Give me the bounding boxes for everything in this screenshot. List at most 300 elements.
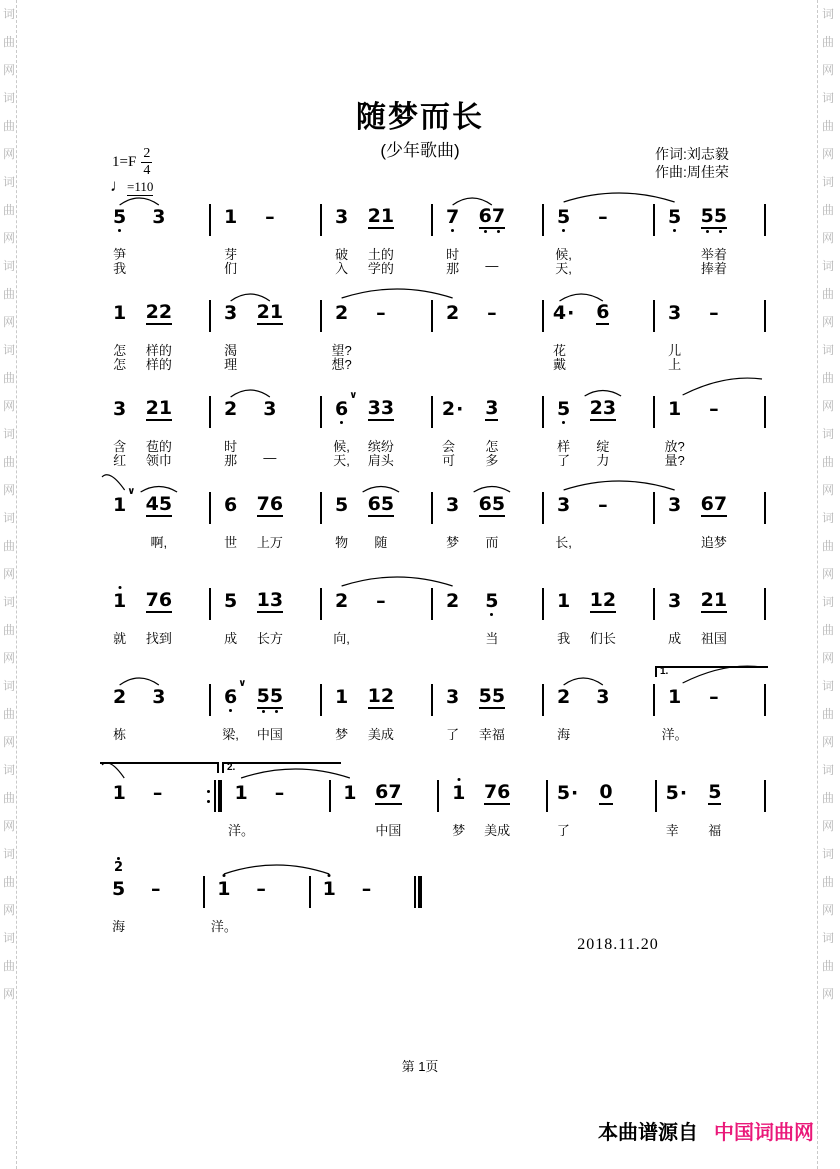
note-digit: 1 <box>668 398 682 420</box>
note <box>668 302 681 324</box>
note-digit: – <box>709 398 719 420</box>
note <box>479 205 505 229</box>
octave-dots-below <box>485 613 498 616</box>
note <box>335 302 348 324</box>
music-system <box>100 756 766 852</box>
note <box>668 686 681 708</box>
augmentation-dot: · <box>456 398 464 420</box>
augmentation-dot: · <box>679 782 688 804</box>
lyric-syllable: 我 <box>557 631 571 646</box>
octave-dot <box>451 229 454 232</box>
barline <box>764 588 766 620</box>
page-number: 第 1页 <box>401 1059 439 1074</box>
measure <box>322 392 431 426</box>
barline <box>764 492 766 524</box>
measure <box>548 776 655 810</box>
watermark-char: 网 <box>2 231 15 245</box>
source-attribution <box>598 1116 814 1145</box>
watermark-char: 词 <box>821 427 834 441</box>
note <box>335 206 348 228</box>
measure <box>433 488 542 522</box>
barline <box>546 780 548 812</box>
lyric-syllable: 洋。 <box>228 823 255 838</box>
measure <box>433 200 542 234</box>
note-digit: 1 <box>112 782 126 804</box>
lyric-syllable: 们 <box>224 261 238 276</box>
measure <box>100 392 209 426</box>
note <box>709 302 719 324</box>
note-digit: 3 <box>263 398 277 420</box>
note-digit: 65 <box>478 493 506 515</box>
note-digit: 3 <box>668 302 682 324</box>
watermark-char: 网 <box>821 651 834 665</box>
note-digit: 5 <box>335 494 349 516</box>
note-digit: 5 <box>111 878 126 900</box>
notes-row <box>100 860 422 906</box>
note-digit: 22 <box>145 301 173 323</box>
note-digit: – <box>709 302 719 324</box>
repeat-dots <box>207 790 210 803</box>
measure <box>655 680 764 714</box>
note <box>368 685 394 709</box>
watermark-char: 曲 <box>821 371 834 385</box>
watermark-char: 词 <box>2 175 15 189</box>
note <box>598 494 608 516</box>
measure <box>655 296 764 330</box>
barline <box>209 300 211 332</box>
lyric-syllable: 那 <box>224 453 238 468</box>
measure <box>322 296 431 330</box>
lyric-syllable: 中国 <box>375 823 402 838</box>
watermark-char: 词 <box>821 595 834 609</box>
octave-dot <box>484 230 487 233</box>
note <box>224 398 237 420</box>
lyric-syllable: 幸福 <box>478 727 505 742</box>
note <box>368 397 394 421</box>
measure <box>322 488 431 522</box>
lyric-syllable: 长, <box>555 535 572 550</box>
note-digit: 45 <box>145 493 173 515</box>
watermark-char: 词 <box>821 343 834 357</box>
lyric-syllable: 候, <box>555 247 572 262</box>
note-digit: 23 <box>589 397 617 419</box>
measure <box>211 200 320 234</box>
lyric-syllable: 美成 <box>484 823 511 838</box>
note-digit: 6 <box>335 398 349 420</box>
watermark-char: 曲 <box>821 455 834 469</box>
barline <box>431 396 433 428</box>
note <box>557 494 570 516</box>
note <box>362 878 372 900</box>
lyric-syllable: 幸 <box>665 823 679 838</box>
note <box>701 493 727 517</box>
note <box>234 782 247 804</box>
watermark-char: 网 <box>2 147 15 161</box>
note <box>446 302 459 324</box>
measure <box>100 860 203 906</box>
measure <box>311 872 414 906</box>
lyric-syllable: 找到 <box>145 631 172 646</box>
watermark-char: 词 <box>821 259 834 273</box>
watermark-char: 曲 <box>2 119 15 133</box>
note-digit: 3 <box>224 302 238 324</box>
meter-numerator: 2 <box>143 146 151 161</box>
lyric-syllable: 样的 <box>145 343 172 358</box>
note <box>708 781 721 805</box>
lyric-syllable: 追梦 <box>700 535 727 550</box>
song-title: 随梦而长 <box>356 101 484 134</box>
lyric-syllable: 向, <box>333 631 350 646</box>
note-digit: 21 <box>256 301 284 323</box>
watermark-char: 网 <box>821 483 834 497</box>
measure <box>439 776 546 810</box>
lyric-syllable: 可 <box>441 453 456 468</box>
watermark-char: 曲 <box>2 875 15 889</box>
lyric-syllable: 时 <box>224 439 238 454</box>
lyric-syllable: 想? <box>331 357 352 372</box>
measure <box>433 584 542 618</box>
note <box>375 781 401 805</box>
note <box>484 781 510 805</box>
note <box>275 782 285 804</box>
barline <box>209 684 211 716</box>
octave-dots-below <box>557 421 570 424</box>
note-digit: 21 <box>700 589 728 611</box>
lyric-syllable: — <box>485 258 499 273</box>
measure <box>211 488 320 522</box>
note <box>224 302 237 324</box>
volta-label: 2. <box>227 762 236 773</box>
grace-note <box>114 861 123 874</box>
note <box>224 590 237 612</box>
octave-dots-below <box>446 229 459 232</box>
measure <box>211 680 320 714</box>
lyric-syllable: 破 <box>335 247 349 262</box>
note-digit: 1 <box>113 494 127 516</box>
measure <box>205 872 308 906</box>
note-digit: 2 <box>446 302 460 324</box>
note-digit: 2 <box>557 686 571 708</box>
lyric-syllable: 那 <box>446 261 460 276</box>
lyric-syllable: 成 <box>224 631 238 646</box>
watermark-char: 曲 <box>821 203 834 217</box>
barline <box>209 204 211 236</box>
note-digit: – <box>598 494 608 516</box>
lyric-syllable: 物 <box>335 535 349 550</box>
note <box>335 686 348 708</box>
note <box>598 206 608 228</box>
note-digit: 1 <box>343 782 357 804</box>
barline <box>542 684 544 716</box>
lyric-syllable: 缤纷 <box>367 439 394 454</box>
note <box>113 686 126 708</box>
note <box>146 589 172 613</box>
lyric-syllable: 天, <box>333 453 350 468</box>
notes-row <box>100 200 766 234</box>
note-digit: – <box>152 782 163 804</box>
measure <box>433 392 542 426</box>
source-site-name: 中国词曲网 <box>714 1122 814 1144</box>
watermark-char: 曲 <box>2 707 15 721</box>
note <box>557 782 578 804</box>
barline <box>764 300 766 332</box>
barline <box>542 588 544 620</box>
measure <box>655 584 764 618</box>
barline <box>431 588 433 620</box>
octave-dot <box>719 230 722 233</box>
lyric-row <box>100 436 766 454</box>
music-system <box>100 372 766 468</box>
note-digit: 3 <box>446 686 460 708</box>
lyric-syllable: 了 <box>556 823 570 838</box>
music-system <box>100 660 766 756</box>
note-digit: 2 <box>441 398 456 420</box>
watermark-char: 词 <box>2 763 15 777</box>
note-digit: 13 <box>256 589 284 611</box>
note <box>487 302 497 324</box>
measure <box>100 488 209 522</box>
measure <box>322 584 431 618</box>
lyric-syllable: 力 <box>596 453 610 468</box>
lyric-syllable: 祖国 <box>700 631 727 646</box>
note <box>590 589 616 613</box>
barline-thin <box>214 780 216 812</box>
note <box>709 398 719 420</box>
note <box>217 878 230 900</box>
barline <box>542 492 544 524</box>
lyric-row <box>100 244 766 262</box>
note-digit: 67 <box>375 781 402 803</box>
measure <box>655 392 764 426</box>
watermark-char: 词 <box>2 511 15 525</box>
octave-dot <box>118 229 121 232</box>
barline <box>542 300 544 332</box>
watermark-char: 词 <box>2 343 15 357</box>
augmentation-dot: · <box>567 302 575 324</box>
note <box>113 782 126 804</box>
lyric-syllable: 渴 <box>224 343 238 358</box>
note <box>152 206 165 228</box>
watermark-char: 网 <box>2 819 15 833</box>
note-digit: 1 <box>217 878 231 900</box>
note <box>146 397 172 421</box>
lyric-syllable: 洋。 <box>210 919 237 934</box>
lyric-syllable: 笋 <box>113 247 127 262</box>
measure <box>331 776 438 810</box>
note <box>263 398 276 420</box>
lyricist-credit: 作词:刘志毅 <box>655 146 729 162</box>
measure <box>100 776 207 810</box>
note-digit: 67 <box>478 205 506 227</box>
watermark-char: 网 <box>821 735 834 749</box>
note <box>335 590 348 612</box>
note-digit: 3 <box>152 206 166 228</box>
note-digit: 1 <box>557 590 571 612</box>
note <box>479 493 505 517</box>
octave-dots-below <box>257 710 283 713</box>
measure <box>657 776 764 810</box>
volta-bracket <box>655 666 768 677</box>
note-digit: 0 <box>599 781 613 803</box>
lyric-syllable: 梦 <box>452 823 466 838</box>
watermark-char: 网 <box>821 147 834 161</box>
song-subtitle: (少年歌曲) <box>380 141 460 160</box>
lyric-syllable: 肩头 <box>367 453 394 468</box>
note-digit: 76 <box>483 781 511 803</box>
note <box>709 686 719 708</box>
barline <box>209 588 211 620</box>
watermark-char: 曲 <box>821 623 834 637</box>
barline <box>203 876 205 908</box>
lyric-syllable: 芽 <box>224 247 238 262</box>
note <box>446 206 459 228</box>
note <box>701 589 727 613</box>
note-digit: 76 <box>256 493 284 515</box>
octave-dot-above <box>222 874 225 877</box>
note <box>599 781 612 805</box>
lyric-syllable: 海 <box>557 727 571 742</box>
barline <box>320 204 322 236</box>
note <box>152 686 165 708</box>
note-digit: 65 <box>367 493 395 515</box>
octave-dot-above <box>117 857 120 860</box>
repeat-dot <box>207 790 210 793</box>
watermark-char: 曲 <box>821 959 834 973</box>
lyric-syllable: 会 <box>441 439 456 454</box>
note-digit: 1 <box>452 782 466 804</box>
note <box>224 494 237 516</box>
measure <box>655 200 764 234</box>
note <box>557 590 570 612</box>
lyric-syllable: 成 <box>668 631 682 646</box>
barline <box>437 780 439 812</box>
barline <box>764 396 766 428</box>
lyric-syllable: 量? <box>664 453 685 468</box>
note-digit: – <box>709 686 719 708</box>
watermark-char: 曲 <box>2 35 15 49</box>
note <box>553 302 574 324</box>
barline <box>653 396 655 428</box>
lyric-syllable: 多 <box>485 453 499 468</box>
note <box>446 590 459 612</box>
note-digit: 55 <box>700 205 728 227</box>
watermark-char: 网 <box>821 315 834 329</box>
watermark-char: 网 <box>2 399 15 413</box>
measure <box>544 296 653 330</box>
watermark-char: 词 <box>821 8 834 21</box>
watermark-char: 网 <box>2 987 15 1001</box>
watermark-char: 网 <box>2 735 15 749</box>
note-digit: – <box>376 302 386 324</box>
lyric-row <box>100 354 766 372</box>
note-digit: – <box>274 782 285 804</box>
note <box>557 398 570 420</box>
note-digit: 1 <box>113 302 127 324</box>
watermark-char: 网 <box>2 315 15 329</box>
measure <box>322 200 431 234</box>
note-digit: 12 <box>367 685 395 707</box>
barline <box>320 300 322 332</box>
grace-note-digit: 2 <box>114 860 124 875</box>
note-digit: 1 <box>113 590 127 612</box>
measure <box>322 680 431 714</box>
watermark-char: 网 <box>821 63 834 77</box>
note-digit: 5 <box>485 590 499 612</box>
composer-credit: 作曲:周佳荣 <box>655 164 729 180</box>
date: 2018.11.20 <box>577 936 659 953</box>
note <box>368 493 394 517</box>
note <box>224 678 247 708</box>
barline <box>653 204 655 236</box>
octave-dots-below <box>701 230 727 233</box>
note-digit: 5 <box>556 782 571 804</box>
note-digit: – <box>361 878 372 900</box>
octave-dot <box>340 421 343 424</box>
barline <box>655 780 657 812</box>
note <box>442 398 463 420</box>
barline <box>329 780 331 812</box>
octave-dot <box>490 613 493 616</box>
note <box>323 878 336 900</box>
breath-mark: ∨ <box>349 390 358 401</box>
octave-dots-below <box>113 229 126 232</box>
octave-dot <box>562 421 565 424</box>
octave-dot <box>673 229 676 232</box>
end-repeat-barline <box>207 780 222 812</box>
note <box>146 493 172 517</box>
barline <box>209 396 211 428</box>
note <box>113 486 136 516</box>
note <box>151 878 161 900</box>
note <box>257 685 283 709</box>
note <box>446 494 459 516</box>
lyric-row <box>100 724 766 742</box>
measure <box>100 680 209 714</box>
volta-bracket <box>222 762 341 773</box>
barline <box>542 204 544 236</box>
measure <box>433 296 542 330</box>
lyric-syllable: 放? <box>664 439 685 454</box>
note <box>257 493 283 517</box>
lyric-syllable: 苞的 <box>145 439 172 454</box>
note <box>666 782 687 804</box>
notes-row <box>100 680 766 714</box>
watermark-char: 曲 <box>2 623 15 637</box>
note <box>111 860 126 900</box>
note-digit: 2 <box>224 398 238 420</box>
note <box>596 686 609 708</box>
barline <box>309 876 311 908</box>
note <box>265 206 275 228</box>
note <box>113 398 126 420</box>
lyric-syllable: 就 <box>113 631 127 646</box>
octave-dots-below <box>335 421 348 424</box>
octave-dots-below <box>479 230 505 233</box>
measure <box>100 584 209 618</box>
note-digit: 3 <box>446 494 460 516</box>
lyric-syllable: 上万 <box>256 535 283 550</box>
lyric-syllable: 绽 <box>596 439 610 454</box>
watermark-char: 曲 <box>821 35 834 49</box>
barline <box>320 588 322 620</box>
final-barline <box>414 876 422 908</box>
octave-dot <box>229 709 232 712</box>
lyric-syllable: 怎 <box>485 439 499 454</box>
note <box>668 398 681 420</box>
lyric-syllable: 中国 <box>256 727 283 742</box>
lyric-syllable: 海 <box>112 919 126 934</box>
note-digit: 3 <box>557 494 571 516</box>
